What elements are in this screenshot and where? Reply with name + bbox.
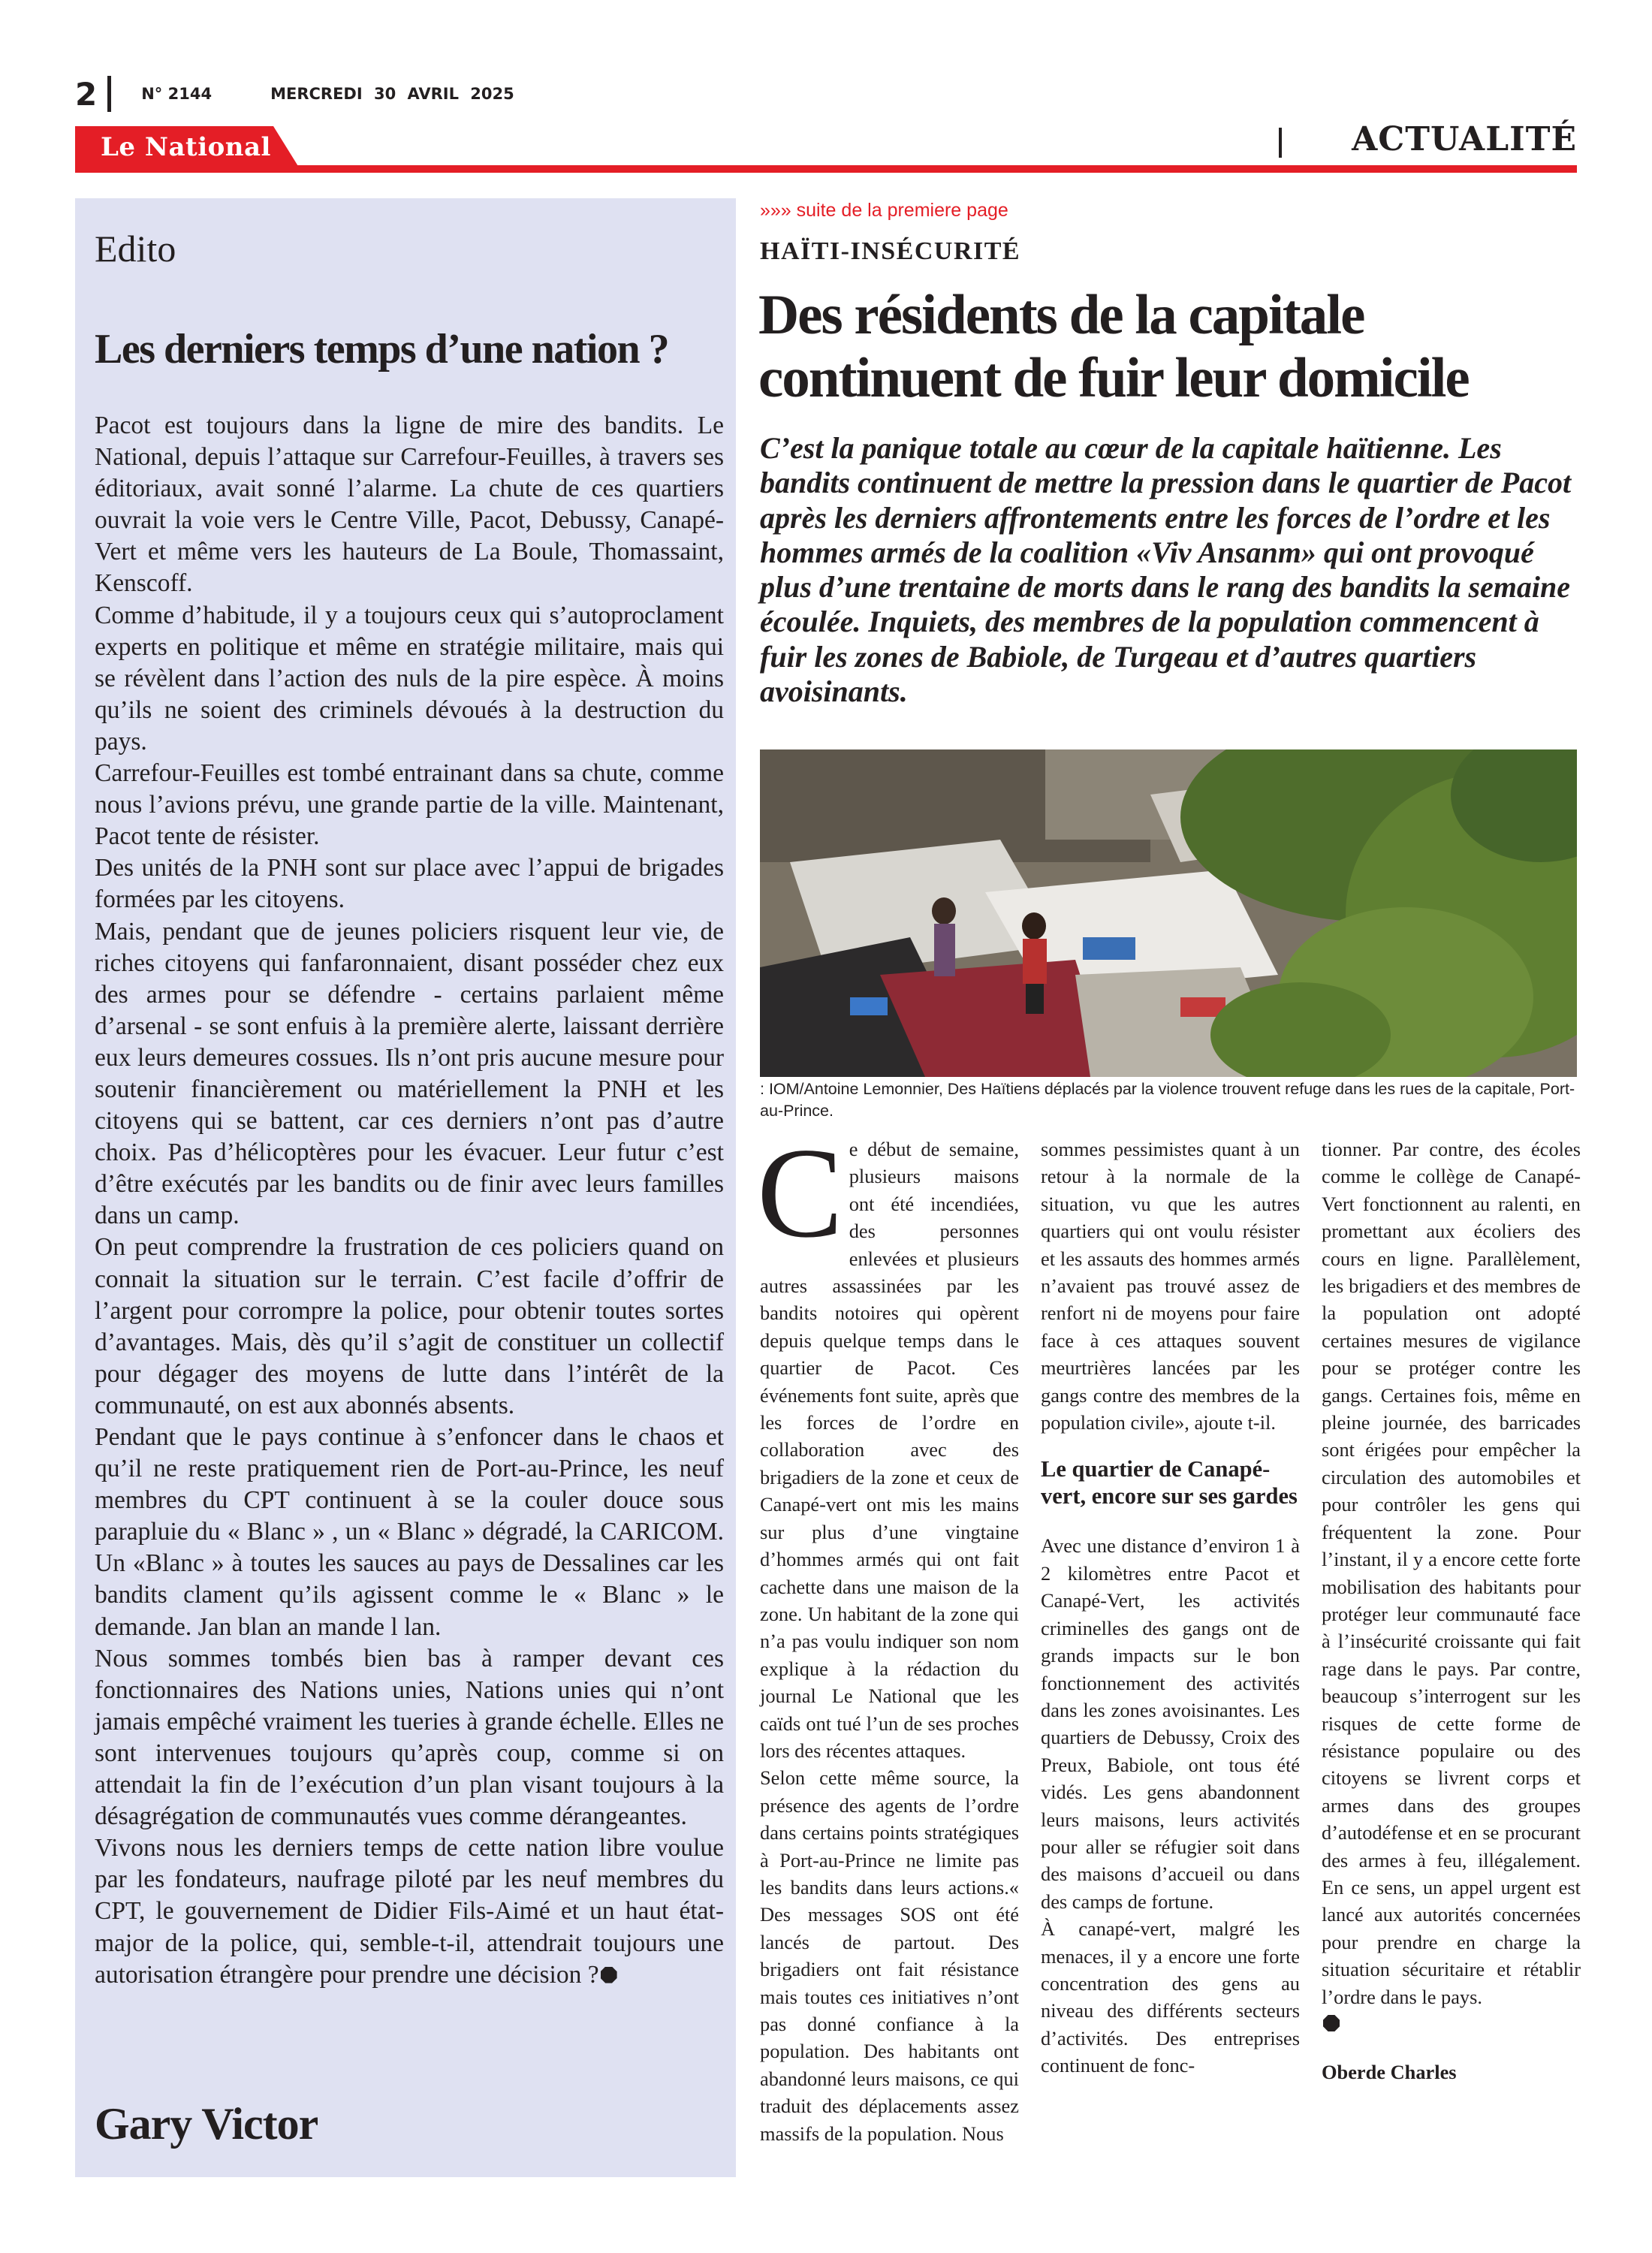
drop-cap: C	[757, 1122, 843, 1265]
article-paragraph: sommes pessimistes quant à un retour à la normale de la situation, vu que les autres quartiers qui ont voulu résister et les assauts des hommes armés n’avaient pas trouvé assez de renfort ni de moyens pour faire face à ces attaques souvent meurtrières lancées par les gangs contre des membres de la population civile», ajoute t-il.	[1041, 1138, 1300, 1434]
end-of-article-icon	[601, 1967, 617, 1983]
article-photo	[760, 749, 1577, 1077]
masthead-strip	[75, 75, 514, 113]
displaced-people-camp-photo	[760, 749, 1577, 1077]
header-rule	[75, 165, 1577, 173]
article-paragraph: À canapé-vert, malgré les menaces, il y a encore une forte concentration des gens au niveau des différents secteurs d’activités. Des entreprises continuent de fonc-	[1041, 1917, 1300, 2077]
article-headline: Des résidents de la capitale continuent de fuir leur domicile	[758, 284, 1469, 409]
edito-paragraph: Mais, pendant que de jeunes policiers risquent leur vie, de riches citoyens qui fanfaronnaient, disant posséder chez eux des armes pour se défendre - certains parlaient même d’arsenal - se sont enfuis à la première alerte, laissant derrière eux leurs demeures cossues. Ils n’ont pris aucune mesure pour soutenir financièrement ou matériellement la PNH et les citoyens qui se battent, car ces derniers n’ont pas d’autre choix. Pas d’hélicoptères pour les évacuer. Leur futur c’est d’être exécutés par les bandits ou de finir avec leurs familles dans un camp.	[95, 917, 724, 1230]
edito-title: Les derniers temps d’une nation ?	[95, 326, 669, 372]
edito-signature: Gary Victor	[95, 2099, 318, 2149]
article-byline: Oberde Charles	[1322, 2061, 1457, 2084]
section-divider	[1279, 128, 1282, 158]
edito-body	[95, 410, 724, 1991]
section-title: ACTUALITÉ	[1352, 120, 1577, 158]
continued-notice: »»» suite de la premiere page	[760, 200, 1008, 221]
edito-paragraph: Pacot est toujours dans la ligne de mire des bandits. Le National, depuis l’attaque sur Carrefour-Feuilles, à travers ses éditoriaux, avait sonné l’alarme. La chute de ces quartiers ouvrait la voie vers le Centre Ville, Pacot, Debussy, Canapé-Vert et même vers les hauteurs de La Boule, Thomassaint, Kenscoff.	[95, 412, 724, 598]
article-paragraph: Avec une distance d’environ 1 à 2 kilomètres entre Pacot et Canapé-Vert, les activités criminelles des gangs ont de grands impacts sur le bon fonctionnement des activités dans les zones avoisinantes. Les quartiers de Debussy, Croix des Preux, Babiole, ont tous été vidés. Les gens abandonnent leurs maisons, leurs activités pour aller se réfugier soit dans des maisons d’accueil ou dans des camps de fortune.	[1041, 1534, 1300, 1913]
edito-paragraph-last	[95, 1832, 724, 1990]
article-column-3	[1322, 1136, 1581, 2086]
paragraph-text: tionner. Par contre, des écoles comme le collège de Canapé-Vert fonctionnent au ralenti, en promettant aux écoliers des cours en ligne. Parallèlement, les brigadiers et des membres de la population ont adopté certaines mesures de vigilance pour se protéger contre les gangs. Certaines fois, même en pleine journée, des barricades sont érigées pour empêcher la circulation des automobiles et pour contrôler les gens qui fréquentent la zone. Pour l’instant, il y a encore cette forte mobilisation des habitants pour protéger leur communauté face à l’insécurité croissante qui fait rage dans le pays. Par contre, beaucoup s’interrogent sur les risques de cette forme de résistance populaire ou des citoyens se livrent corps et armes dans des groupes d’autodéfense et en se procurant des armes à feu, illégalement. En ce sens, un appel urgent est lancé aux autorités concernées pour prendre en charge la situation sécuritaire et rétablir l’ordre dans le pays.	[1322, 1138, 1581, 2008]
article-column-1	[757, 1122, 1019, 2147]
newspaper-logo: Le National	[101, 132, 271, 162]
article-rubric: HAÏTI-INSÉCURITÉ	[760, 237, 1021, 265]
issue-number: N° 2144	[141, 85, 213, 103]
article-paragraph	[757, 1122, 1019, 1764]
edito-paragraph: Carrefour-Feuilles est tombé entrainant dans sa chute, comme nous l’avions prévu, une grande partie de la ville. Maintenant, Pacot tente de résister.	[95, 759, 724, 851]
article-column-2	[1041, 1136, 1300, 2080]
edito-paragraph: Nous sommes tombés bien bas à ramper devant ces fonctionnaires des Nations unies, Nations unies qui n’ont jamais empêché vraiment les tueries à grande échelle. Elles ne sont intervenues toujours qu’après coup, comme si on attendait la fin de l’exécution d’un plan visant toujours à la désagrégation de communautés vues comme dérangeantes.	[95, 1644, 724, 1831]
edito-paragraph: On peut comprendre la frustration de ces policiers quand on connait la situation sur le terrain. C’est facile d’offrir de l’argent pour corrompre la police, pour obtenir toutes sortes d’avantages. Mais, dès qu’il s’agit de constituer un collectif pour dégager des moyens de lutte dans l’intérêt de la communauté, on est aux abonnés absents.	[95, 1233, 724, 1419]
end-of-article-icon	[1323, 2015, 1340, 2031]
edito-paragraph: Pendant que le pays continue à s’enfoncer dans le chaos et qu’il ne reste pratiquement rien de Port-au-Prince, les neuf membres du CPT continuent à se la couler douce sous parapluie du « Blanc » , un « Blanc » dégradé, la CARICOM. Un «Blanc » à toutes les sauces au pays de Dessalines car les bandits clament qu’ils agissent comme le « Blanc » le demande. Jan blan an mande l lan.	[95, 1423, 724, 1641]
publication-date: MERCREDI 30 AVRIL 2025	[270, 85, 514, 103]
edito-paragraph: Comme d’habitude, il y a toujours ceux qui s’autoproclament experts en politique et même en stratégie militaire, mais qui se révèlent dans l’action des nuls de la pire espèce. À moins qu’ils ne soient des criminels dévoués à la destruction du pays.	[95, 601, 724, 756]
edito-kicker: Edito	[95, 228, 176, 270]
paragraph-text: e début de semaine, plusieurs maisons ont été incendiées, des personnes enlevées et plusieurs autres assassinées par les bandits notoires qui opèrent depuis quelque temps dans le quartier de Pacot. Ces événements font suite, après que les forces de l’ordre en collaboration avec des brigadiers de la zone et ceux de Canapé-vert ont mis les mains sur plus d’une vingtaine d’hommes armés qui ont fait cachette dans une maison de la zone. Un habitant de la zone qui n’a pas voulu indiquer son nom explique à la rédaction du journal Le National que les caïds ont tué l’un de ses proches lors des récentes attaques.	[760, 1138, 1019, 1762]
article-paragraph: Selon cette même source, la présence des agents de l’ordre dans certains points stratégiques à Port-au-Prince ne limite pas les bandits dans leurs actions.« Des messages SOS ont été lancés de partout. Des brigadiers ont fait résistance mais toutes ces initiatives n’ont pas donné confiance à la population. Des habitants ont abandonné leurs maisons, ce qui traduit des déplacements assez massifs de la population. Nous	[760, 1766, 1019, 2145]
photo-caption: : IOM/Antoine Lemonnier, Des Haïtiens déplacés par la violence trouvent refuge dans les rues de la capitale, Port-au-Prince.	[760, 1080, 1575, 1120]
page-number: 2	[75, 75, 98, 113]
article-subheading: Le quartier de Canapé-vert, encore sur ses gardes	[1041, 1456, 1298, 1510]
edito-paragraph-text: Vivons nous les derniers temps de cette nation libre voulue par les fondateurs, naufrage piloté par les neuf membres du CPT, le gouvernement de Didier Fils-Aimé et un haut état-major de la police, qui, semble-t-il, attendrait toujours une autorisation étrangère pour prendre une décision ?	[95, 1834, 724, 1989]
edito-box	[75, 198, 736, 2177]
edito-paragraph: Des unités de la PNH sont sur place avec l’appui de brigades formées par les citoyens.	[95, 854, 724, 914]
article-paragraph	[1322, 1136, 1581, 2037]
article-lead: C’est la panique totale au cœur de la capitale haïtienne. Les bandits continuent de mettre la pression dans le quartier de Pacot après les derniers affrontements entre les forces de l’ordre et les hommes armés de la coalition «Viv Ansanm» qui ont provoqué plus d’une trentaine de morts dans le rang des bandits la semaine écoulée. Inquiets, des membres de la population commencent à fuir les zones de Babiole, de Turgeau et d’autres quartiers avoisinants.	[760, 431, 1572, 709]
page-number-divider	[107, 76, 111, 112]
